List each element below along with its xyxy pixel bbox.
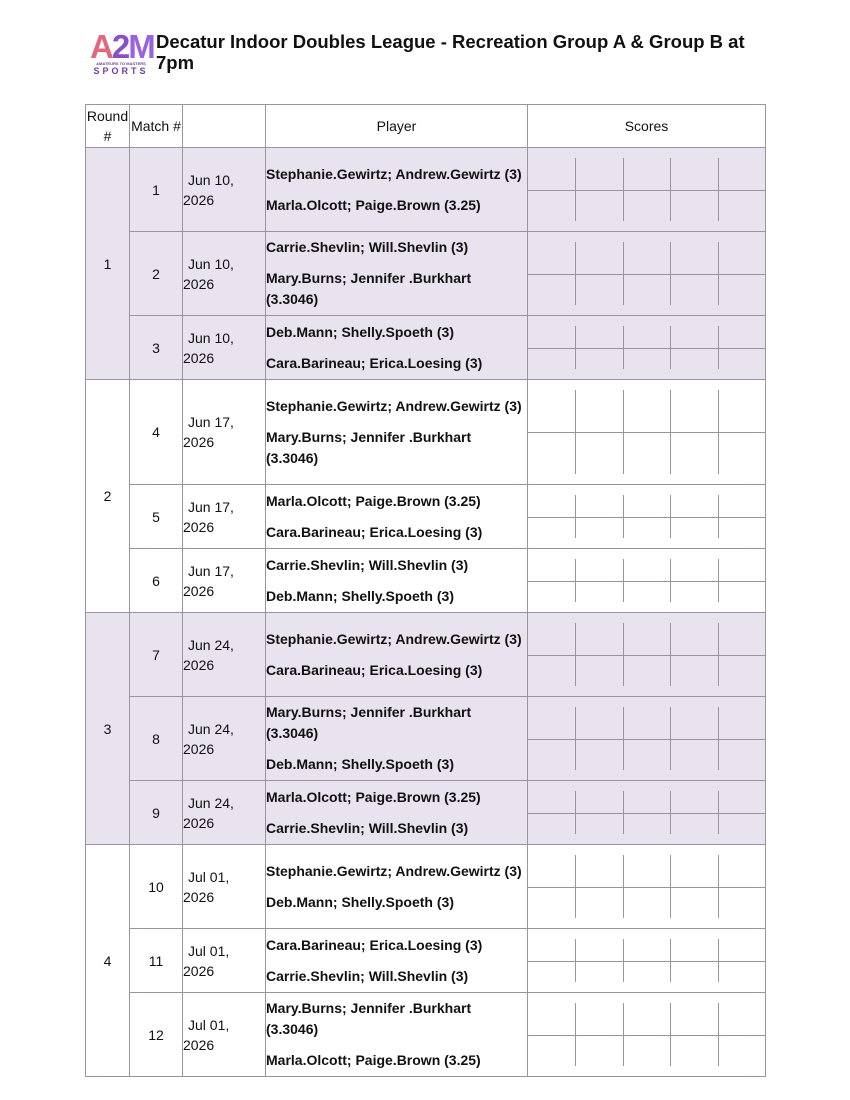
match-column-header: Match #: [130, 105, 183, 148]
match-number: 3: [130, 316, 183, 380]
match-date: [183, 148, 266, 232]
match-date-year: 2026: [183, 349, 215, 366]
team-one-name: Mary.Burns; Jennifer .Burkhart (3.3046): [266, 704, 472, 741]
team-two-name: Mary.Burns; Jennifer .Burkhart (3.3046): [266, 270, 472, 307]
match-number: 5: [130, 485, 183, 549]
score-divider: [528, 961, 765, 962]
score-grid[interactable]: [528, 993, 766, 1077]
date-column-header: [183, 105, 266, 148]
match-row: [86, 697, 766, 781]
score-grid[interactable]: [528, 781, 766, 845]
score-cell-divider: [670, 939, 671, 982]
player-column-header: Player: [266, 105, 528, 148]
match-row: [86, 485, 766, 549]
score-divider: [528, 190, 765, 191]
match-players: [266, 929, 528, 993]
match-date-month-day: Jun 17,: [188, 562, 234, 579]
score-boxes[interactable]: [528, 148, 765, 231]
team-two-name: Carrie.Shevlin; Will.Shevlin (3): [266, 967, 469, 984]
team-one-name: Cara.Barineau; Erica.Loesing (3): [266, 936, 483, 953]
score-cell-divider: [718, 855, 719, 918]
team-one-name: Stephanie.Gewirtz; Andrew.Gewirtz (3): [266, 397, 522, 414]
match-players: [266, 613, 528, 697]
match-date-year: 2026: [183, 191, 215, 208]
score-grid[interactable]: [528, 845, 766, 929]
schedule-table: [85, 104, 766, 1077]
match-date-month-day: Jul 01,: [188, 868, 230, 885]
score-grid[interactable]: [528, 316, 766, 380]
match-row: [86, 613, 766, 697]
match-date-month-day: Jun 10,: [188, 329, 234, 346]
score-cell-divider: [623, 623, 624, 686]
match-number: 10: [130, 845, 183, 929]
match-number: 8: [130, 697, 183, 781]
score-boxes[interactable]: [528, 380, 765, 484]
team-two-name: Deb.Mann; Shelly.Spoeth (3): [266, 893, 454, 910]
match-date-month-day: Jul 01,: [188, 942, 230, 959]
score-cell-divider: [623, 242, 624, 305]
round-column-header: Round #: [86, 105, 130, 148]
match-date-month-day: Jun 10,: [188, 171, 234, 188]
match-date: [183, 613, 266, 697]
score-cell-divider: [670, 707, 671, 770]
score-cell-divider: [623, 390, 624, 474]
score-cell-divider: [718, 791, 719, 834]
score-cell-divider: [670, 623, 671, 686]
logo-sports-text: SPORTS: [93, 66, 149, 76]
score-cell-divider: [575, 623, 576, 686]
match-date-year: 2026: [183, 518, 215, 535]
match-date-year: 2026: [183, 656, 215, 673]
team-one-name: Deb.Mann; Shelly.Spoeth (3): [266, 323, 454, 340]
match-date: [183, 781, 266, 845]
team-two-name: Deb.Mann; Shelly.Spoeth (3): [266, 756, 454, 772]
score-boxes[interactable]: [528, 613, 765, 696]
score-divider: [528, 581, 765, 582]
match-row: [86, 549, 766, 613]
round-number: 4: [86, 845, 130, 1077]
score-boxes[interactable]: [528, 993, 765, 1076]
match-date-year: 2026: [183, 434, 215, 450]
match-number: 1: [130, 148, 183, 232]
round-number: 3: [86, 613, 130, 845]
score-cell-divider: [575, 242, 576, 305]
match-date-month-day: Jun 24,: [188, 720, 234, 737]
a2m-sports-logo: [88, 30, 154, 76]
score-cell-divider: [575, 791, 576, 834]
match-date-month-day: Jun 24,: [188, 636, 234, 653]
match-players: [266, 781, 528, 845]
team-one-name: Stephanie.Gewirtz; Andrew.Gewirtz (3): [266, 862, 522, 879]
match-number: 11: [130, 929, 183, 993]
match-date-year: 2026: [183, 814, 215, 831]
score-cell-divider: [670, 495, 671, 538]
score-boxes[interactable]: [528, 316, 765, 379]
team-two-name: Deb.Mann; Shelly.Spoeth (3): [266, 587, 454, 604]
score-cell-divider: [623, 326, 624, 369]
score-cell-divider: [575, 707, 576, 770]
score-divider: [528, 887, 765, 888]
score-grid[interactable]: [528, 148, 766, 232]
match-date-year: 2026: [183, 582, 215, 599]
team-one-name: Marla.Olcott; Paige.Brown (3.25): [266, 492, 481, 509]
score-cell-divider: [575, 326, 576, 369]
match-date: [183, 380, 266, 485]
match-row: [86, 845, 766, 929]
match-players: [266, 697, 528, 781]
score-cell-divider: [623, 1003, 624, 1066]
match-players: [266, 148, 528, 232]
match-number: 9: [130, 781, 183, 845]
team-one-name: Carrie.Shevlin; Will.Shevlin (3): [266, 556, 469, 573]
score-cell-divider: [718, 1003, 719, 1066]
match-date: [183, 485, 266, 549]
scores-column-header: Scores: [528, 105, 766, 148]
match-players: [266, 380, 528, 485]
score-cell-divider: [718, 242, 719, 305]
score-divider: [528, 655, 765, 656]
match-number: 4: [130, 380, 183, 485]
score-cell-divider: [718, 707, 719, 770]
score-cell-divider: [575, 559, 576, 602]
team-one-name: Carrie.Shevlin; Will.Shevlin (3): [266, 239, 469, 255]
round-number: 1: [86, 148, 130, 380]
team-two-name: Mary.Burns; Jennifer .Burkhart (3.3046): [266, 428, 472, 466]
score-cell-divider: [670, 855, 671, 918]
score-cell-divider: [623, 855, 624, 918]
score-divider: [528, 739, 765, 740]
team-two-name: Cara.Barineau; Erica.Loesing (3): [266, 661, 483, 678]
score-boxes[interactable]: [528, 845, 765, 928]
score-divider: [528, 274, 765, 275]
score-divider: [528, 1035, 765, 1036]
score-divider: [528, 348, 765, 349]
score-cell-divider: [670, 791, 671, 834]
score-cell-divider: [623, 495, 624, 538]
score-grid[interactable]: [528, 549, 766, 613]
match-date-year: 2026: [183, 888, 215, 905]
match-players: [266, 993, 528, 1077]
score-boxes[interactable]: [528, 485, 765, 548]
score-grid[interactable]: [528, 697, 766, 781]
team-one-name: Mary.Burns; Jennifer .Burkhart (3.3046): [266, 1000, 472, 1037]
match-date: [183, 845, 266, 929]
score-cell-divider: [623, 791, 624, 834]
match-date-month-day: Jun 17,: [188, 414, 234, 430]
score-cell-divider: [718, 939, 719, 982]
score-boxes[interactable]: [528, 232, 765, 315]
match-row: [86, 929, 766, 993]
score-divider: [528, 517, 765, 518]
score-cell-divider: [718, 559, 719, 602]
team-two-name: Carrie.Shevlin; Will.Shevlin (3): [266, 819, 469, 836]
score-cell-divider: [718, 326, 719, 369]
score-divider: [528, 432, 765, 433]
team-one-name: Stephanie.Gewirtz; Andrew.Gewirtz (3): [266, 165, 522, 182]
score-cell-divider: [623, 707, 624, 770]
match-date-year: 2026: [183, 962, 215, 979]
match-players: [266, 549, 528, 613]
round-number: 2: [86, 380, 130, 613]
score-cell-divider: [575, 939, 576, 982]
score-boxes[interactable]: [528, 781, 765, 844]
score-cell-divider: [718, 390, 719, 474]
team-two-name: Cara.Barineau; Erica.Loesing (3): [266, 354, 483, 371]
team-two-name: Marla.Olcott; Paige.Brown (3.25): [266, 1052, 481, 1068]
score-grid[interactable]: [528, 613, 766, 697]
match-date-year: 2026: [183, 740, 215, 757]
match-row: [86, 781, 766, 845]
score-boxes[interactable]: [528, 929, 765, 992]
score-grid[interactable]: [528, 929, 766, 993]
table-header-row: [86, 105, 766, 148]
match-row: [86, 316, 766, 380]
score-cell-divider: [575, 855, 576, 918]
match-players: [266, 845, 528, 929]
score-cell-divider: [718, 495, 719, 538]
score-cell-divider: [670, 158, 671, 221]
match-date: [183, 232, 266, 316]
score-cell-divider: [670, 1003, 671, 1066]
score-cell-divider: [623, 559, 624, 602]
logo-mark: A2M: [90, 28, 154, 65]
match-date-year: 2026: [183, 1036, 215, 1053]
match-row: [86, 993, 766, 1077]
page-title: Decatur Indoor Doubles League - Recreation Group A & Group B at 7pm: [156, 31, 745, 73]
score-cell-divider: [575, 390, 576, 474]
match-date: [183, 697, 266, 781]
page-header: [88, 28, 768, 78]
match-date: [183, 929, 266, 993]
score-cell-divider: [670, 326, 671, 369]
match-row: [86, 232, 766, 316]
match-number: 2: [130, 232, 183, 316]
match-number: 7: [130, 613, 183, 697]
score-cell-divider: [670, 242, 671, 305]
score-grid[interactable]: [528, 485, 766, 549]
score-cell-divider: [718, 158, 719, 221]
match-players: [266, 232, 528, 316]
match-date-year: 2026: [183, 275, 215, 292]
score-cell-divider: [670, 559, 671, 602]
score-boxes[interactable]: [528, 697, 765, 780]
match-date: [183, 993, 266, 1077]
score-grid[interactable]: [528, 232, 766, 316]
match-row: [86, 148, 766, 232]
score-cell-divider: [623, 939, 624, 982]
logo-tagline: AMATEURS TO MASTERS: [96, 61, 146, 66]
match-players: [266, 316, 528, 380]
team-two-name: Cara.Barineau; Erica.Loesing (3): [266, 523, 483, 540]
match-number: 12: [130, 993, 183, 1077]
match-date: [183, 549, 266, 613]
score-cell-divider: [575, 1003, 576, 1066]
score-cell-divider: [623, 158, 624, 221]
score-cell-divider: [575, 158, 576, 221]
score-grid[interactable]: [528, 380, 766, 485]
match-players: [266, 485, 528, 549]
match-date-month-day: Jun 10,: [188, 255, 234, 272]
team-two-name: Marla.Olcott; Paige.Brown (3.25): [266, 196, 481, 213]
team-one-name: Marla.Olcott; Paige.Brown (3.25): [266, 788, 481, 805]
team-one-name: Stephanie.Gewirtz; Andrew.Gewirtz (3): [266, 630, 522, 647]
match-row: [86, 380, 766, 485]
score-cell-divider: [718, 623, 719, 686]
score-divider: [528, 813, 765, 814]
score-cell-divider: [670, 390, 671, 474]
score-boxes[interactable]: [528, 549, 765, 612]
score-cell-divider: [575, 495, 576, 538]
match-date-month-day: Jul 01,: [188, 1016, 230, 1033]
match-date-month-day: Jun 24,: [188, 794, 234, 811]
match-number: 6: [130, 549, 183, 613]
match-date: [183, 316, 266, 380]
match-date-month-day: Jun 17,: [188, 498, 234, 515]
